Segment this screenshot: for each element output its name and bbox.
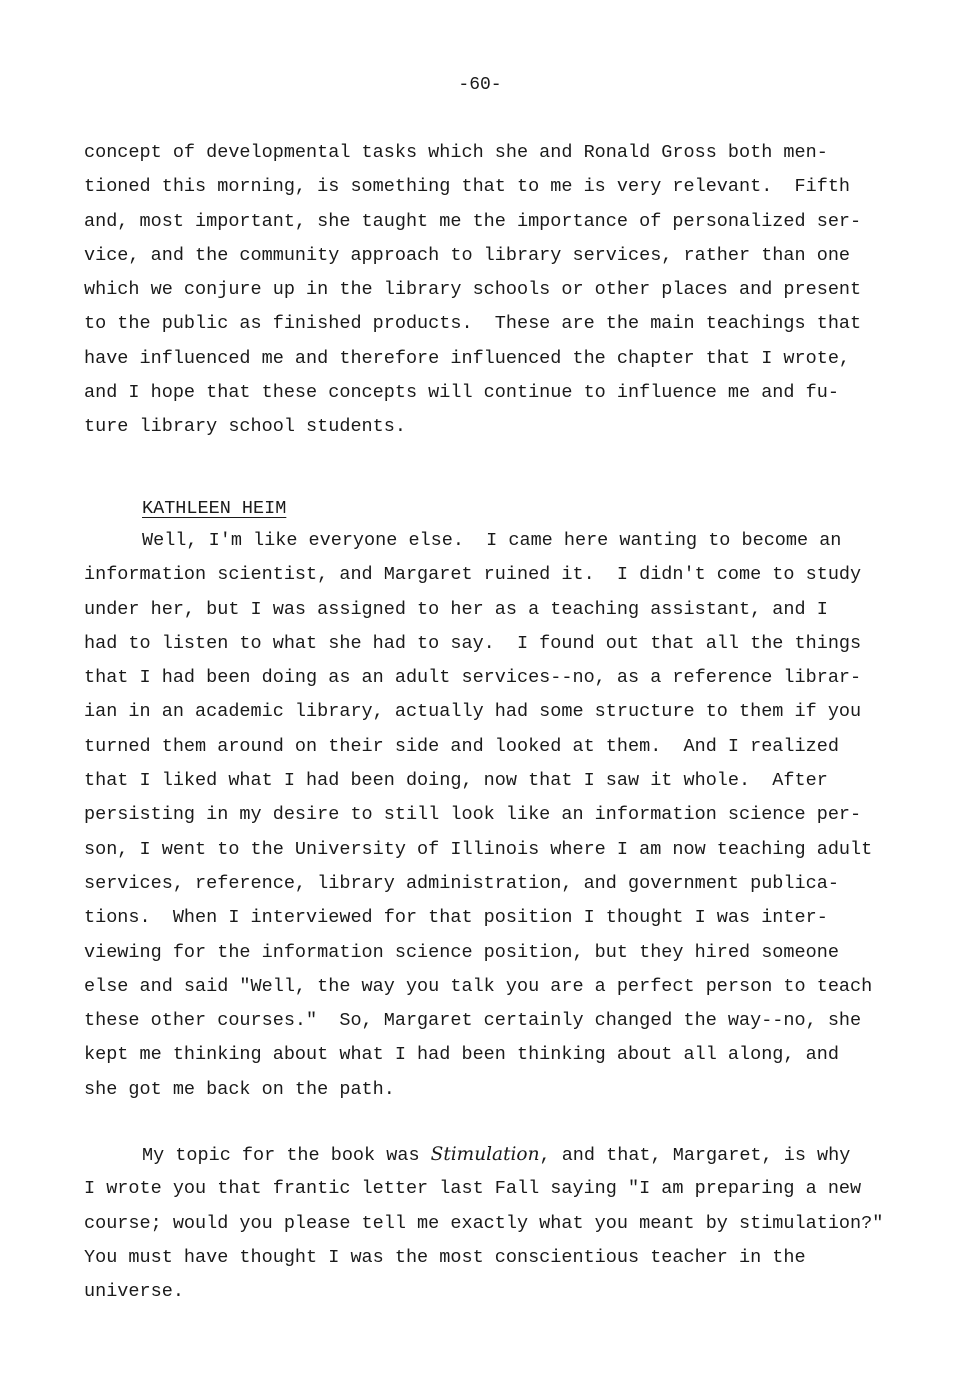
text-line: else and said "Well, the way you talk you are a perfect person to teach: [84, 975, 873, 997]
page-number: -60-: [458, 75, 502, 95]
text-line: tioned this morning, is something that to me is very relevant. Fifth: [84, 176, 851, 198]
paragraph-speaker-remarks: [84, 524, 904, 1107]
text-line: vice, and the community approach to library services, rather than one: [84, 244, 851, 266]
text-line: viewing for the information science position, but they hired someone: [84, 941, 839, 963]
text-line: that I had been doing as an adult services--no, as a reference librar-: [84, 667, 862, 689]
text-line: she got me back on the path.: [84, 1078, 395, 1100]
text-line: course; would you please tell me exactly what you meant by stimulation?": [84, 1212, 884, 1234]
text-line: You must have thought I was the most conscientious teacher in the: [84, 1246, 806, 1268]
speaker-heading: KATHLEEN HEIM: [142, 498, 287, 519]
text-line: under her, but I was assigned to her as a teaching assistant, and I: [84, 598, 828, 620]
text-line: son, I went to the University of Illinois where I am now teaching adult: [84, 838, 873, 860]
text-line: and, most important, she taught me the importance of personalized ser-: [84, 210, 862, 232]
paragraph-book-topic: [84, 1138, 904, 1309]
text-line: kept me thinking about what I had been thinking about all along, and: [84, 1044, 839, 1066]
paragraph-continuation: [84, 136, 904, 445]
text-line: ian in an academic library, actually had some structure to them if you: [84, 701, 862, 723]
text-line: these other courses." So, Margaret certainly changed the way--no, she: [84, 1010, 862, 1032]
text-line: and I hope that these concepts will continue to influence me and fu-: [84, 382, 839, 404]
text-line: services, reference, library administration, and government publica-: [84, 872, 839, 894]
text-line: to the public as finished products. These are the main teachings that: [84, 313, 862, 335]
text-run: , and that, Margaret, is why: [539, 1145, 851, 1166]
text-run: My topic for the book was: [142, 1145, 431, 1166]
text-line: ture library school students.: [84, 416, 406, 438]
text-line: Well, I'm like everyone else. I came here wanting to become an: [142, 530, 842, 551]
text-line: had to listen to what she had to say. I found out that all the things: [84, 632, 862, 654]
text-line: that I liked what I had been doing, now that I saw it whole. After: [84, 770, 828, 792]
text-line: information scientist, and Margaret ruined it. I didn't come to study: [84, 564, 862, 586]
text-line: persisting in my desire to still look like an information science per-: [84, 804, 862, 826]
book-topic-italic: Stimulation: [430, 1144, 540, 1165]
text-line: [84, 1138, 904, 1172]
text-line: universe.: [84, 1281, 184, 1303]
text-line: which we conjure up in the library schools or other places and present: [84, 279, 862, 301]
text-line: turned them around on their side and looked at them. And I realized: [84, 735, 839, 757]
text-line: have influenced me and therefore influenced the chapter that I wrote,: [84, 347, 851, 369]
text-line: concept of developmental tasks which she and Ronald Gross both men-: [84, 142, 828, 163]
text-line: I wrote you that frantic letter last Fall saying "I am preparing a new: [84, 1178, 862, 1200]
text-line: tions. When I interviewed for that position I thought I was inter-: [84, 907, 828, 929]
